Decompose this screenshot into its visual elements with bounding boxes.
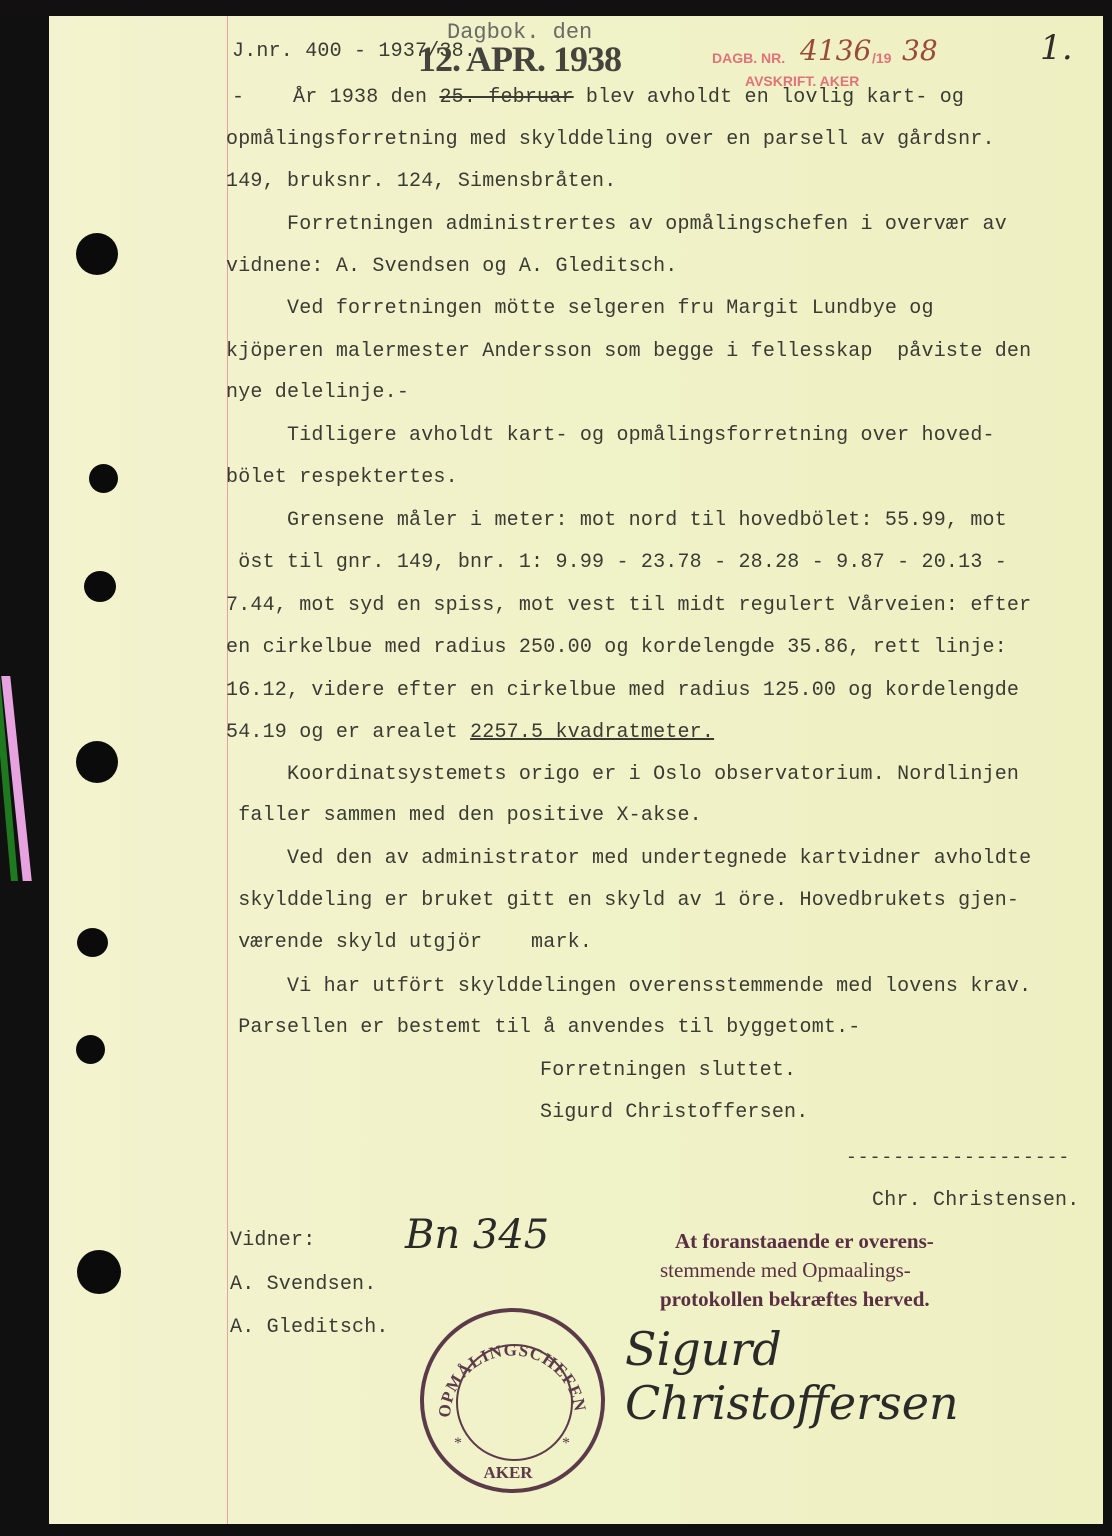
body-line-14: en cirkelbue med radius 250.00 og kordelengde 35.86, rett linje:	[226, 636, 1007, 659]
witnesses-label: Vidner:	[230, 1229, 316, 1252]
signature-dashes: -------------------	[846, 1148, 1071, 1168]
punch-hole	[84, 571, 116, 602]
closing-signer: Sigurd Christoffersen.	[540, 1101, 809, 1124]
certification-line: stemmende med Opmaalings-	[660, 1258, 911, 1282]
handwritten-signature: Sigurd Christoffersen	[625, 1322, 959, 1430]
body-line-15: 16.12, videre efter en cirkelbue med radius 125.00 og kordelengde	[226, 679, 1020, 702]
witness-name: A. Svendsen.	[230, 1273, 377, 1296]
body-line-7: kjöperen malermester Andersson som begge i fellesskap påviste den	[226, 340, 1032, 363]
body-line-13: 7.44, mot syd en spiss, mot vest til midt regulert Vårveien: efter	[226, 594, 1032, 617]
body-line-1: - År 1938 den 25. februar blev avholdt en lovlig kart- og	[232, 86, 965, 109]
copy-stamp: AVSKRIFT. AKER	[745, 73, 860, 89]
svg-text:*: *	[562, 1435, 570, 1452]
punch-hole	[76, 233, 118, 275]
second-signer: Chr. Christensen.	[872, 1189, 1080, 1212]
body-line-17: Koordinatsystemets origo er i Oslo observatorium. Nordlinjen	[226, 763, 1020, 786]
body-line-11: Grensene måler i meter: mot nord til hovedbölet: 55.99, mot	[226, 509, 1007, 532]
closing-concluded: Forretningen sluttet.	[540, 1059, 797, 1082]
punch-hole	[76, 1035, 105, 1064]
body-line-19: Ved den av administrator med undertegnede kartvidner avholdte	[226, 847, 1032, 870]
body-line-9: Tidligere avholdt kart- og opmålingsforretning over hoved-	[226, 424, 995, 447]
body-line-21: værende skyld utgjör mark.	[226, 931, 593, 954]
body-line-20: skylddeling er bruket gitt en skyld av 1 öre. Hovedbrukets gjen-	[226, 889, 1020, 912]
register-number: 4136	[800, 34, 872, 67]
page-number: 1.	[1040, 28, 1073, 68]
body-line-22: Vi har utfört skylddelingen overensstemmende med lovens krav.	[226, 975, 1032, 998]
date-stamp: 12. APR. 1938	[418, 39, 621, 79]
body-line-18: faller sammen med den positive X-akse.	[226, 804, 702, 827]
seal-text	[420, 1308, 605, 1493]
body-line-8: nye delelinje.-	[226, 381, 410, 404]
body-line-6: Ved forretningen mötte selgeren fru Margit Lundbye og	[226, 297, 934, 320]
punch-hole	[77, 1250, 121, 1294]
register-year: 38	[902, 34, 938, 67]
punch-hole	[89, 464, 118, 493]
svg-text:*: *	[454, 1435, 462, 1452]
body-line-12: öst til gnr. 149, bnr. 1: 9.99 - 23.78 - 28.28 - 9.87 - 20.13 -	[226, 551, 1007, 574]
register-stamp-label: DAGB. NR.	[712, 50, 786, 66]
body-line-3: 149, bruksnr. 124, Simensbråten.	[226, 170, 617, 193]
body-line-4: Forretningen administrertes av opmålingschefen i overvær av	[226, 213, 1007, 236]
certification-line: At foranstaaende er overens-	[675, 1229, 934, 1253]
body-line-10: bölet respektertes.	[226, 466, 458, 489]
handwritten-note: Bn 345	[405, 1212, 550, 1258]
scan-top-border	[0, 0, 1112, 17]
body-line-16: 54.19 og er arealet 2257.5 kvadratmeter.	[226, 721, 715, 744]
punch-hole	[77, 928, 108, 957]
punch-hole	[76, 741, 118, 783]
journal-number: J.nr. 400 - 1937/38.	[232, 40, 477, 63]
body-line-23: Parsellen er bestemt til å anvendes til byggetomt.-	[226, 1016, 861, 1039]
register-year-prefix: /19	[872, 50, 892, 66]
body-line-2: opmålingsforretning med skylddeling over en parsell av gårdsnr.	[226, 128, 995, 151]
witness-name: A. Gleditsch.	[230, 1316, 389, 1339]
dagbok-stamp: Dagbok. den	[447, 20, 593, 45]
body-line-5: vidnene: A. Svendsen og A. Gleditsch.	[226, 255, 678, 278]
certification-line: protokollen bekræftes herved.	[660, 1287, 930, 1311]
svg-text:AKER: AKER	[483, 1463, 533, 1482]
official-seal	[420, 1308, 605, 1493]
svg-text:OPMÅLINGSCHEFEN: OPMÅLINGSCHEFEN	[434, 1340, 590, 1419]
